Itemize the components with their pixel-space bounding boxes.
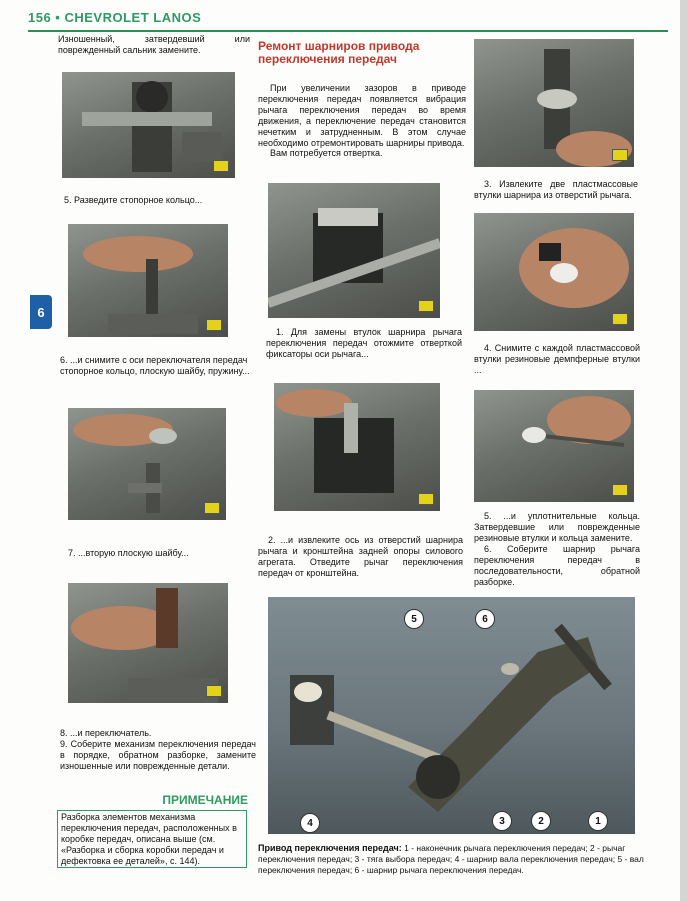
photo-damper-bushing bbox=[474, 213, 634, 331]
mechanism-caption bbox=[258, 843, 658, 876]
callout-6: 6 bbox=[475, 609, 495, 629]
photo-mid-step1 bbox=[268, 183, 440, 318]
photo-marker-icon bbox=[612, 149, 628, 161]
photo-step8 bbox=[68, 583, 228, 703]
photo-step5 bbox=[62, 72, 235, 178]
page-header bbox=[28, 8, 668, 32]
callout-5: 5 bbox=[404, 609, 424, 629]
photo-gear-mechanism bbox=[62, 72, 235, 178]
photo-hand-washer bbox=[68, 408, 226, 520]
right-step5-caption: 5. ...и уплотнительные кольца. Затвердевшие или поврежденные резиновые втулки и кольца замените. bbox=[474, 511, 640, 543]
photo-step6 bbox=[68, 224, 228, 337]
shift-mechanism-photo bbox=[268, 597, 635, 834]
right-step3-caption: 3. Извлеките две пластмассовые втулки шарнира из отверстий рычага. bbox=[474, 179, 638, 200]
section-tool: Вам потребуется отвертка. bbox=[270, 148, 383, 158]
photo-marker-icon bbox=[206, 685, 222, 697]
callout-2: 2 bbox=[531, 811, 551, 831]
photo-hand-axle bbox=[274, 383, 440, 511]
right-step6-caption: 6. Соберите шарнир рычага переключения передач в последовательности, обратной разборке. bbox=[474, 544, 640, 587]
mechanism-caption-title: Привод переключения передач: bbox=[258, 843, 402, 853]
photo-marker-icon bbox=[612, 484, 628, 496]
photo-marker-icon bbox=[612, 313, 628, 325]
photo-bracket-clip bbox=[268, 183, 440, 318]
left-step6-caption: 6. ...и снимите с оси переключателя передач стопорное кольцо, плоскую шайбу, пружину... bbox=[60, 355, 250, 376]
left-step7-caption: 7. ...вторую плоскую шайбу... bbox=[68, 548, 189, 558]
mid-step1-caption: 1. Для замены втулок шарнира рычага переключения передач отожмите отверткой фиксаторы оси рычага... bbox=[266, 327, 462, 359]
shift-mechanism-drawing bbox=[268, 597, 635, 834]
photo-right-step5 bbox=[474, 390, 634, 502]
photo-seal-ring bbox=[474, 390, 634, 502]
photo-bushing-removal bbox=[474, 39, 634, 167]
note-box: Разборка элементов механизма переключения передач, расположенных в коробке передач, описана выше (см. «Разборка и сборка коробки передач и дефектовка ее деталей», с. 144). bbox=[57, 810, 247, 868]
photo-hand-selector bbox=[68, 583, 228, 703]
photo-marker-icon bbox=[418, 300, 434, 312]
note-heading: ПРИМЕЧАНИЕ bbox=[162, 793, 248, 807]
intro-text: Изношенный, затвердевший или поврежденный сальник замените. bbox=[58, 34, 250, 55]
left-step8-caption: 8. ...и переключатель. bbox=[60, 728, 152, 738]
photo-right-step3 bbox=[474, 39, 634, 167]
section-body: При увеличении зазоров в приводе переключения передач появляется вибрация рычага переключения передач во время движения, а переключение передач становится нечетким и затрудненным. В этом случае необходимо отремонтировать шарниры привода. bbox=[258, 83, 466, 148]
photo-marker-icon bbox=[206, 319, 222, 331]
page-title: 156 • CHEVROLET LANOS bbox=[28, 10, 202, 25]
chapter-tab: 6 bbox=[30, 295, 52, 329]
mid-step2-caption: 2. ...и извлеките ось из отверстий шарнира рычага и кронштейна задней опоры силового агрегата. Отведите рычаг переключения передач от кронштейна. bbox=[258, 535, 463, 578]
photo-marker-icon bbox=[418, 493, 434, 505]
photo-hand-removing-ring bbox=[68, 224, 228, 337]
left-step9-caption: 9. Соберите механизм переключения передач в порядке, обратном разборке, замените изношенные или поврежденные детали. bbox=[60, 739, 256, 771]
photo-mid-step2 bbox=[274, 383, 440, 511]
photo-marker-icon bbox=[204, 502, 220, 514]
right-step4-caption: 4. Снимите с каждой пластмассовой втулки резиновые демпферные втулки ... bbox=[474, 343, 640, 375]
photo-right-step4 bbox=[474, 213, 634, 331]
section-title: Ремонт шарниров привода переключения передач bbox=[258, 39, 420, 66]
left-step5-caption: 5. Разведите стопорное кольцо... bbox=[64, 195, 203, 205]
callout-4: 4 bbox=[300, 813, 320, 833]
photo-marker-icon bbox=[213, 160, 229, 172]
callout-3: 3 bbox=[492, 811, 512, 831]
callout-1: 1 bbox=[588, 811, 608, 831]
photo-step7 bbox=[68, 408, 226, 520]
mechanism-caption-text: 1 - наконечник рычага переключения передач; 2 - рычаг переключения передач; 3 - тяга выбора передач; 4 - шарнир вала переключения передач; 5 - вал переключения передач; 6 - шарнир рычага переключения передач. bbox=[258, 843, 644, 875]
